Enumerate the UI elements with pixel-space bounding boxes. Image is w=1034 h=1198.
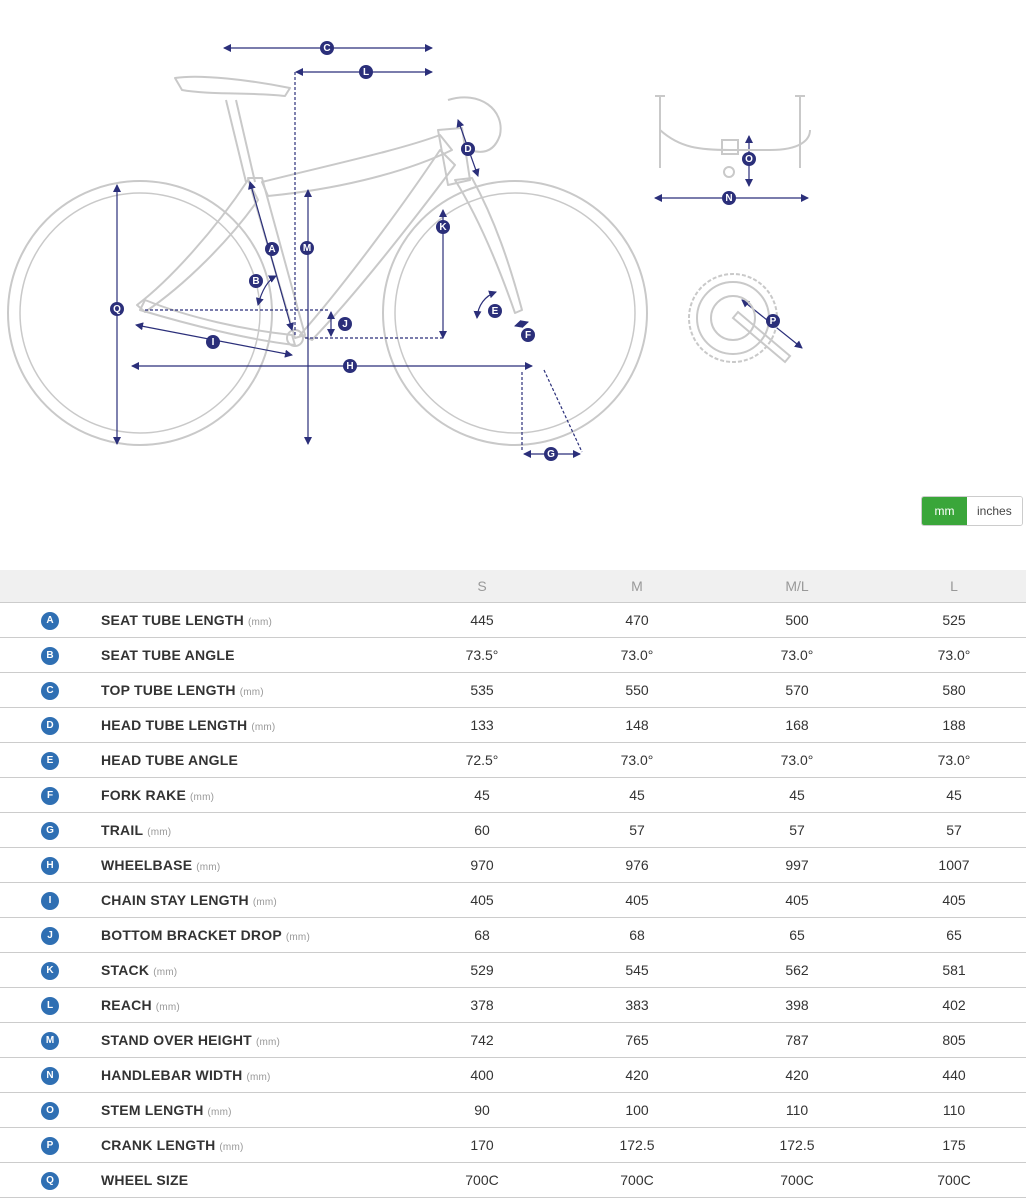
svg-text:J: J	[342, 319, 348, 330]
size-value: 405	[882, 883, 1026, 918]
measurement-name	[100, 1093, 402, 1128]
size-value: 73.0°	[712, 638, 882, 673]
dimension-labels	[110, 41, 780, 461]
size-value: 73.0°	[882, 743, 1026, 778]
measurement-unit: (mm)	[153, 967, 178, 978]
badge-cell	[0, 778, 100, 813]
header-badge-col	[0, 570, 100, 603]
size-value: 405	[562, 883, 712, 918]
bike-geometry-diagram	[0, 0, 1034, 470]
measurement-name	[100, 1058, 402, 1093]
svg-text:K: K	[439, 222, 447, 233]
measurement-name	[100, 988, 402, 1023]
measurement-name	[100, 883, 402, 918]
dimension-label-m	[300, 241, 314, 255]
size-value: 500	[712, 603, 882, 638]
dimension-label-f	[521, 328, 535, 342]
measurement-label: STEM LENGTH	[101, 1102, 204, 1118]
size-value: 68	[562, 918, 712, 953]
dimension-label-i	[206, 335, 220, 349]
measurement-label: HEAD TUBE ANGLE	[101, 752, 239, 768]
table-row	[0, 603, 1026, 638]
dimension-label-e	[488, 304, 502, 318]
measurement-unit: (mm)	[255, 1037, 281, 1048]
dimension-label-c	[320, 41, 334, 55]
badge-cell	[0, 953, 100, 988]
table-row	[0, 848, 1026, 883]
table-row	[0, 813, 1026, 848]
measurement-unit: (mm)	[251, 722, 276, 733]
table-row	[0, 1023, 1026, 1058]
table-row	[0, 1058, 1026, 1093]
svg-text:C: C	[323, 43, 331, 54]
measurement-unit: (mm)	[196, 862, 221, 873]
row-label-badge: M	[41, 1032, 59, 1050]
svg-text:B: B	[252, 276, 260, 287]
row-label-badge: N	[41, 1067, 59, 1085]
table-row	[0, 1163, 1026, 1198]
table-row	[0, 1093, 1026, 1128]
dimension-label-p	[766, 314, 780, 328]
size-value: 188	[882, 708, 1026, 743]
measurement-label: REACH	[101, 997, 152, 1013]
size-value: 570	[712, 673, 882, 708]
svg-text:O: O	[745, 154, 753, 165]
table-row	[0, 1128, 1026, 1163]
badge-cell	[0, 638, 100, 673]
size-value: 580	[882, 673, 1026, 708]
size-value: 65	[712, 918, 882, 953]
size-value: 65	[882, 918, 1026, 953]
size-value: 525	[882, 603, 1026, 638]
size-value: 45	[882, 778, 1026, 813]
measurement-unit: (mm)	[239, 687, 264, 698]
size-value: 976	[562, 848, 712, 883]
size-value: 68	[402, 918, 562, 953]
row-label-badge: O	[41, 1102, 59, 1120]
row-label-badge: B	[41, 647, 59, 665]
size-value: 700C	[562, 1163, 712, 1198]
size-value: 550	[562, 673, 712, 708]
size-header: M/L	[712, 570, 882, 603]
measurement-unit: (mm)	[147, 827, 172, 838]
size-value: 805	[882, 1023, 1026, 1058]
measurement-label: TRAIL	[101, 822, 144, 838]
table-row	[0, 988, 1026, 1023]
measurement-name	[100, 638, 402, 673]
size-value: 73.0°	[882, 638, 1026, 673]
badge-cell	[0, 743, 100, 778]
row-label-badge: Q	[41, 1172, 59, 1190]
geometry-table	[0, 570, 1026, 1198]
size-value: 440	[882, 1058, 1026, 1093]
size-value: 405	[712, 883, 882, 918]
dimension-label-j	[338, 317, 352, 331]
size-value: 45	[712, 778, 882, 813]
measurement-name	[100, 848, 402, 883]
row-label-badge: G	[41, 822, 59, 840]
saddle	[175, 77, 290, 96]
measurement-label: FORK RAKE	[101, 787, 187, 803]
svg-text:G: G	[547, 449, 555, 460]
dimension-label-l	[359, 65, 373, 79]
dimension-label-b	[249, 274, 263, 288]
size-value: 110	[712, 1093, 882, 1128]
size-value: 60	[402, 813, 562, 848]
size-value: 765	[562, 1023, 712, 1058]
measurement-unit: (mm)	[190, 792, 215, 803]
rear-wheel	[8, 181, 272, 445]
size-value: 73.0°	[562, 638, 712, 673]
row-label-badge: P	[41, 1137, 59, 1155]
row-label-badge: K	[41, 962, 59, 980]
size-value: 787	[712, 1023, 882, 1058]
table-row	[0, 778, 1026, 813]
fork	[455, 178, 522, 313]
size-header: M	[562, 570, 712, 603]
dimension-label-d	[461, 142, 475, 156]
size-value: 581	[882, 953, 1026, 988]
svg-text:I: I	[211, 337, 215, 348]
size-value: 1007	[882, 848, 1026, 883]
measurement-unit: (mm)	[285, 932, 310, 943]
size-value: 470	[562, 603, 712, 638]
size-value: 148	[562, 708, 712, 743]
measurement-name	[100, 673, 402, 708]
size-value: 110	[882, 1093, 1026, 1128]
badge-cell	[0, 1023, 100, 1058]
badge-cell	[0, 1128, 100, 1163]
size-value: 970	[402, 848, 562, 883]
table-row	[0, 638, 1026, 673]
size-header: S	[402, 570, 562, 603]
size-value: 405	[402, 883, 562, 918]
row-label-badge: C	[41, 682, 59, 700]
svg-text:M: M	[302, 243, 312, 254]
badge-cell	[0, 848, 100, 883]
size-value: 535	[402, 673, 562, 708]
size-value: 170	[402, 1128, 562, 1163]
row-label-badge: J	[41, 927, 59, 945]
size-value: 172.5	[712, 1128, 882, 1163]
size-value: 73.0°	[712, 743, 882, 778]
table-header-row	[0, 570, 1026, 603]
svg-text:F: F	[524, 330, 532, 341]
header-name-col	[100, 570, 402, 603]
measurement-name	[100, 813, 402, 848]
size-value: 700C	[712, 1163, 882, 1198]
dimension-label-o	[742, 152, 756, 166]
measurement-label: STAND OVER HEIGHT	[101, 1032, 252, 1048]
dimension-label-n	[722, 191, 736, 205]
handlebar-drop	[448, 97, 501, 152]
svg-text:N: N	[725, 193, 733, 204]
size-value: 133	[402, 708, 562, 743]
unit-toggle	[921, 496, 1023, 526]
dimension-label-g	[544, 447, 558, 461]
row-label-badge: E	[41, 752, 59, 770]
bike-frame	[137, 77, 522, 346]
size-value: 90	[402, 1093, 562, 1128]
size-value: 700C	[402, 1163, 562, 1198]
measurement-name	[100, 743, 402, 778]
table-row	[0, 708, 1026, 743]
measurement-label: TOP TUBE LENGTH	[101, 682, 236, 698]
measurement-unit: (mm)	[207, 1107, 232, 1118]
size-value: 45	[562, 778, 712, 813]
badge-cell	[0, 988, 100, 1023]
table-row	[0, 918, 1026, 953]
measurement-label: HEAD TUBE LENGTH	[101, 717, 248, 733]
size-value: 57	[882, 813, 1026, 848]
size-value: 73.0°	[562, 743, 712, 778]
measurement-label: BOTTOM BRACKET DROP	[101, 927, 282, 943]
size-value: 420	[562, 1058, 712, 1093]
measurement-label: STACK	[101, 962, 150, 978]
row-label-badge: L	[41, 997, 59, 1015]
size-value: 73.5°	[402, 638, 562, 673]
dimension-label-a	[265, 242, 279, 256]
handlebar-detail	[655, 96, 810, 177]
size-header: L	[882, 570, 1026, 603]
badge-cell	[0, 673, 100, 708]
measurement-name	[100, 918, 402, 953]
table-row	[0, 953, 1026, 988]
unit-mm-button[interactable]: mm	[922, 497, 967, 525]
badge-cell	[0, 813, 100, 848]
svg-text:P: P	[769, 316, 777, 327]
measurement-name	[100, 953, 402, 988]
size-value: 57	[712, 813, 882, 848]
measurement-name	[100, 1128, 402, 1163]
svg-text:L: L	[362, 67, 370, 78]
measurement-unit: (mm)	[252, 897, 277, 908]
size-value: 400	[402, 1058, 562, 1093]
size-value: 742	[402, 1023, 562, 1058]
badge-cell	[0, 1058, 100, 1093]
unit-inches-button[interactable]: inches	[967, 497, 1022, 525]
size-value: 172.5	[562, 1128, 712, 1163]
measurement-label: SEAT TUBE LENGTH	[101, 612, 244, 628]
measurement-name	[100, 603, 402, 638]
row-label-badge: A	[41, 612, 59, 630]
dimension-label-h	[343, 359, 357, 373]
table-row	[0, 673, 1026, 708]
measurement-unit: (mm)	[246, 1072, 271, 1083]
top-tube	[262, 135, 452, 196]
size-value: 420	[712, 1058, 882, 1093]
measurement-label: WHEELBASE	[101, 857, 193, 873]
measurement-label: HANDLEBAR WIDTH	[101, 1067, 243, 1083]
badge-cell	[0, 1163, 100, 1198]
svg-text:Q: Q	[113, 304, 121, 315]
measurement-unit: (mm)	[219, 1142, 244, 1153]
size-value: 997	[712, 848, 882, 883]
table-row	[0, 883, 1026, 918]
head-tube	[438, 128, 470, 185]
measurement-unit: (mm)	[155, 1002, 180, 1013]
size-value: 445	[402, 603, 562, 638]
measurement-label: CHAIN STAY LENGTH	[101, 892, 249, 908]
size-value: 545	[562, 953, 712, 988]
size-value: 57	[562, 813, 712, 848]
size-value: 562	[712, 953, 882, 988]
row-label-badge: I	[41, 892, 59, 910]
size-value: 175	[882, 1128, 1026, 1163]
measurement-label: WHEEL SIZE	[101, 1172, 189, 1188]
badge-cell	[0, 708, 100, 743]
measurement-unit: (mm)	[247, 617, 273, 628]
size-value: 529	[402, 953, 562, 988]
size-value: 383	[562, 988, 712, 1023]
svg-text:A: A	[268, 244, 276, 255]
dimension-label-q	[110, 302, 124, 316]
measurement-name	[100, 778, 402, 813]
size-value: 398	[712, 988, 882, 1023]
dimension-lines	[117, 48, 808, 454]
dimension-label-k	[436, 220, 450, 234]
row-label-badge: F	[41, 787, 59, 805]
badge-cell	[0, 883, 100, 918]
size-value: 72.5°	[402, 743, 562, 778]
table-row	[0, 743, 1026, 778]
down-tube	[300, 150, 455, 340]
measurement-name	[100, 1023, 402, 1058]
row-label-badge: D	[41, 717, 59, 735]
size-value: 168	[712, 708, 882, 743]
measurement-name	[100, 708, 402, 743]
measurement-label: SEAT TUBE ANGLE	[101, 647, 235, 663]
size-value: 700C	[882, 1163, 1026, 1198]
badge-cell	[0, 1093, 100, 1128]
measurement-name	[100, 1163, 402, 1198]
badge-cell	[0, 918, 100, 953]
measurement-label: CRANK LENGTH	[101, 1137, 216, 1153]
size-value: 402	[882, 988, 1026, 1023]
row-label-badge: H	[41, 857, 59, 875]
svg-text:D: D	[464, 144, 472, 155]
svg-text:H: H	[346, 361, 354, 372]
size-value: 45	[402, 778, 562, 813]
size-value: 378	[402, 988, 562, 1023]
badge-cell	[0, 603, 100, 638]
size-value: 100	[562, 1093, 712, 1128]
svg-text:E: E	[491, 306, 499, 317]
